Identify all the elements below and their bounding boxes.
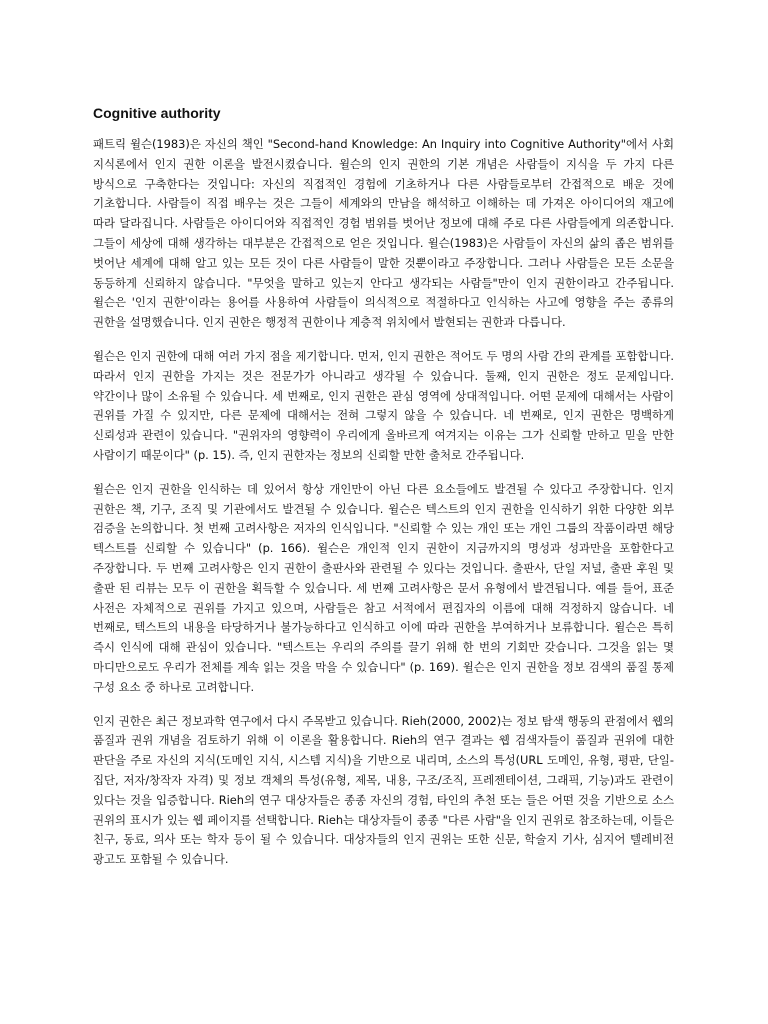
document-title: Cognitive authority: [93, 105, 221, 121]
paragraph-3: 윌슨은 인지 권한을 인식하는 데 있어서 항상 개인만이 아닌 다른 요소들에도 발견될 수 있다고 주장합니다. 인지 권한은 책, 기구, 조직 및 기관에서도 발견될 수 있습니다. 윌슨은 텍스트의 인지 권한을 인식하기 위한 다양한 외부 검증을 논의합니다. 첫 번째 고려사항은 저자의 인식입니다. "신뢰할 수 있는 개인 또는 개인 그룹의 작품이라면 해당 텍스트를 신뢰할 수 있습니다" (p. 166). 윌슨은 개인적 인지 권한이 지금까지의 명성과 성과만을 포함한다고 주장합니다. 두 번째 고려사항은 인지 권한이 출판사와 관련될 수 있다는 것입니다. 출판사, 단일 저널, 출판 후원 및 출판 된 리뷰는 모두 이 권한을 획득할 수 있습니다. 세 번째 고려사항은 문서 유형에서 발견됩니다. 예를 들어, 표준 사전은 자체적으로 권위를 가지고 있으며, 사람들은 참고 서적에서 편집자의 이름에 대해 걱정하지 않습니다. 네 번째로, 텍스트의 내용을 타당하거나 불가능하다고 인식하고 이에 따라 권한을 부여하거나 보류합니다. 윌슨은 특히 즉시 인식에 대해 관심이 있습니다. "텍스트는 우리의 주의를 끌기 위해 한 번의 기회만 갖습니다. 그것을 읽는 몇 마디만으로도 우리가 전체를 계속 읽는 것을 막을 수 있습니다" (p. 169). 윌슨은 인지 권한을 정보 검색의 품질 통제 구성 요소 중 하나로 고려합니다.: [93, 481, 674, 694]
paragraph-2: 윌슨은 인지 권한에 대해 여러 가지 점을 제기합니다. 먼저, 인지 권한은 적어도 두 명의 사람 간의 관계를 포함합니다. 따라서 인지 권한을 가지는 것은 전문가가 아니라고 생각될 수 있습니다. 둘째, 인지 권한은 정도 문제입니다. 약간이나 많이 소유될 수 있습니다. 세 번째로, 인지 권한은 관심 영역에 상대적입니다. 어떤 문제에 대해서는 사람이 권위를 가질 수 있지만, 다른 문제에 대해서는 전혀 그렇지 않을 수 있습니다. 네 번째로, 인지 권한은 명백하게 신뢰성과 관련이 있습니다. "권위자의 영향력이 우리에게 올바르게 여겨지는 이유는 그가 신뢰할 만하고 믿을 만한 사람이기 때문이다" (p. 15). 즉, 인지 권한자는 정보의 신뢰할 만한 출처로 간주됩니다.: [93, 348, 674, 462]
paragraph-1: 패트릭 윌슨(1983)은 자신의 책인 "Second-hand Knowledge: An Inquiry into Cognitive Authority"에서 사회 지식론에서 인지 권한 이론을 발전시켰습니다. 윌슨의 인지 권한의 기본 개념은 사람들이 지식을 두 가지 다른 방식으로 구축한다는 것입니다: 자신의 직접적인 경험에 기초하거나 다른 사람들로부터 간접적으로 배운 것에 기초합니다. 사람들이 직접 배우는 것은 그들이 세계와의 만남을 해석하고 이해하는 데 가져온 아이디어의 재고에 따라 달라집니다. 사람들은 아이디어와 직접적인 경험 범위를 벗어난 정보에 대해 주로 다른 사람들에게 의존합니다. 그들이 세상에 대해 생각하는 대부분은 간접적으로 얻은 것입니다. 윌슨(1983)은 사람들이 자신의 삶의 좁은 범위를 벗어난 세계에 대해 알고 있는 모든 것이 다른 사람들이 말한 것뿐이라고 주장합니다. 그러나 사람들은 모든 소문을 동등하게 신뢰하지 않습니다. "무엇을 말하고 있는지 안다고 생각되는 사람들"만이 인지 권한이라고 간주됩니다. 윌슨은 '인지 권한'이라는 용어를 사용하여 사람들이 의식적으로 적절하다고 인식하는 사고에 영향을 주는 종류의 권한을 설명했습니다. 인지 권한은 행정적 권한이나 계층적 위치에서 발현되는 권한과 다릅니다.: [93, 137, 674, 330]
document-page: [93, 103, 674, 884]
paragraph-4: 인지 권한은 최근 정보과학 연구에서 다시 주목받고 있습니다. Rieh(2000, 2002)는 정보 탐색 행동의 관점에서 웹의 품질과 권위 개념을 검토하기 위해 이 이론을 활용합니다. Rieh의 연구 결과는 웹 검색자들이 품질과 권위에 대한 판단을 주로 자신의 지식(도메인 지식, 시스템 지식)을 기반으로 내리며, 소스의 특성(URL 도메인, 유형, 평판, 단일-집단, 저자/창작자 자격) 및 정보 객체의 특성(유형, 제목, 내용, 구조/조직, 프레젠테이션, 그래픽, 기능)과도 관련이 있다는 것을 입증합니다. Rieh의 연구 대상자들은 종종 자신의 경험, 타인의 추천 또는 들은 어떤 것을 기반으로 소스 권위의 표시가 있는 웹 페이지를 선택합니다. Rieh는 대상자들이 종종 "다른 사람"을 인지 권위로 참조하는데, 이들은 친구, 동료, 의사 또는 학자 등이 될 수 있습니다. 대상자들의 인지 권위는 또한 신문, 학술지 기사, 심지어 텔레비전 광고도 포함될 수 있습니다.: [93, 713, 674, 867]
